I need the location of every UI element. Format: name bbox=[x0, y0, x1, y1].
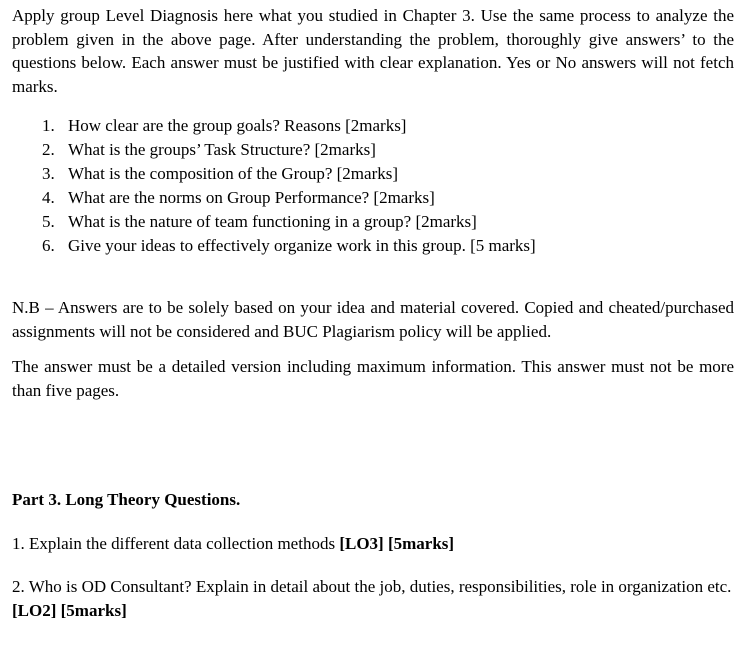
part3-question-2-text: 2. Who is OD Consultant? Explain in detail about the job, duties, responsibilities, role in organization etc. bbox=[12, 577, 732, 596]
question-number: 2. bbox=[42, 140, 55, 159]
length-note: The answer must be a detailed version including maximum information. This answer must not be more than five pages. bbox=[12, 357, 734, 400]
question-number: 4. bbox=[42, 188, 55, 207]
question-text: What is the nature of team functioning in a group? [2marks] bbox=[68, 212, 477, 231]
part3-question-1 bbox=[12, 532, 734, 556]
question-text: Give your ideas to effectively organize work in this group. [5 marks] bbox=[68, 236, 536, 255]
question-text: What is the composition of the Group? [2marks] bbox=[68, 164, 399, 183]
list-item bbox=[42, 114, 734, 138]
part3-question-2-tag: [LO2] [5marks] bbox=[12, 600, 127, 620]
question-text: What are the norms on Group Performance? [2marks] bbox=[68, 188, 435, 207]
question-text: What is the groups’ Task Structure? [2marks] bbox=[68, 140, 376, 159]
list-item bbox=[42, 138, 734, 162]
part3-question-1-text: 1. Explain the different data collection methods bbox=[12, 533, 340, 553]
list-item bbox=[42, 162, 734, 186]
document-body bbox=[12, 4, 734, 622]
part3-question-1-tag: [LO3] [5marks] bbox=[339, 533, 455, 553]
list-item bbox=[42, 210, 734, 234]
part3-heading: Part 3. Long Theory Questions. bbox=[12, 490, 241, 509]
question-list bbox=[12, 114, 734, 258]
question-text: How clear are the group goals? Reasons [2marks] bbox=[68, 116, 407, 135]
intro-paragraph: Apply group Level Diagnosis here what you studied in Chapter 3. Use the same process to analyze the problem given in the above page. After understanding the problem, thoroughly give answers’ to the questions below. Each answer must be justified with clear explanation. Yes or No answers will not fetch marks. bbox=[12, 6, 734, 96]
list-item bbox=[42, 234, 734, 258]
question-number: 5. bbox=[42, 212, 55, 231]
list-item bbox=[42, 186, 734, 210]
question-number: 6. bbox=[42, 236, 55, 255]
part3-question-2 bbox=[12, 575, 734, 622]
nb-note: N.B – Answers are to be solely based on your idea and material covered. Copied and cheated/purchased assignments will not be considered and BUC Plagiarism policy will be applied. bbox=[12, 298, 734, 341]
question-number: 3. bbox=[42, 164, 55, 183]
question-number: 1. bbox=[42, 116, 55, 135]
